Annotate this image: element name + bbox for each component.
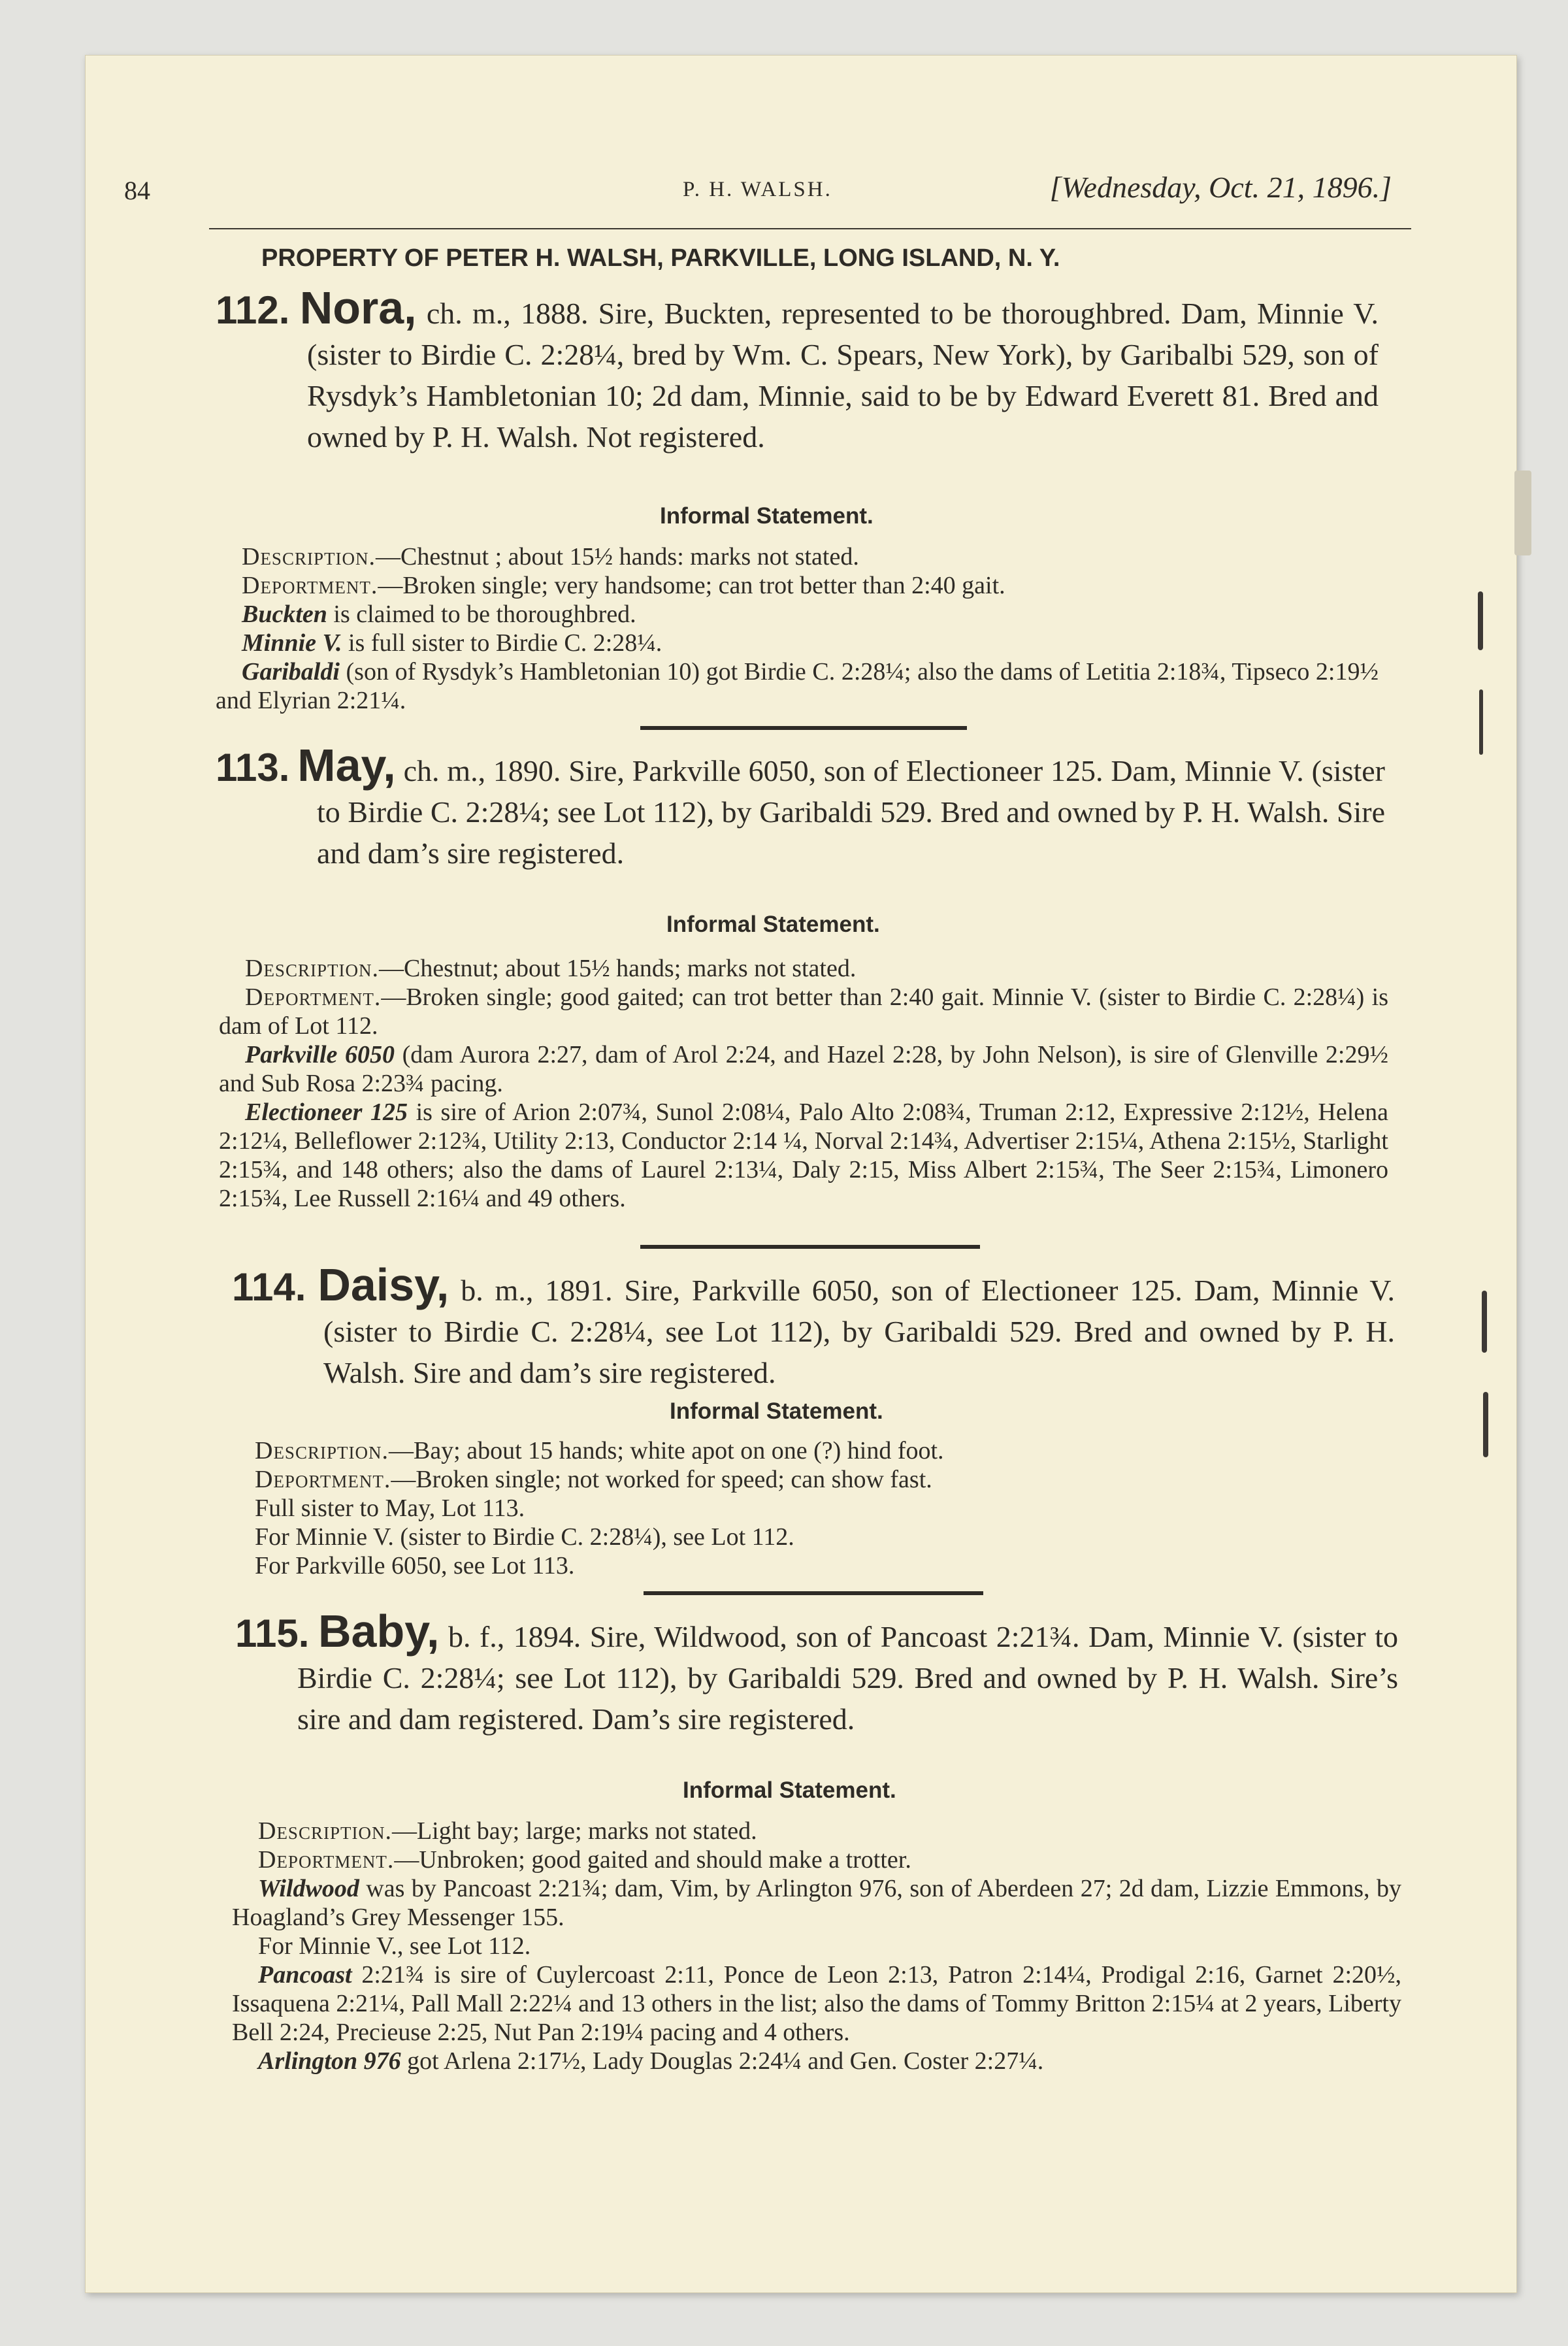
note-text: is full sister to Birdie C. 2:28¼.	[342, 629, 662, 657]
plain-note: Full sister to May, Lot 113.	[255, 1495, 525, 1522]
lot-entry	[235, 1606, 1398, 1740]
section-divider	[644, 1591, 983, 1595]
informal-heading: Informal Statement.	[683, 1777, 896, 1803]
lot-description: b. m., 1891. Sire, Parkville 6050, son of Electioneer 125. Dam, Minnie V. (sister to Birdie C. 2:28¼, see Lot 112), by Garibaldi 529. Bred and owned by P. H. Walsh. Sire and dam’s sire registered.	[323, 1274, 1396, 1389]
note-text: got Arlena 2:17½, Lady Douglas 2:24¼ and Gen. Coster 2:27¼.	[400, 2047, 1044, 2075]
property-title: PROPERTY OF PETER H. WALSH, PARKVILLE, LONG ISLAND, N. Y.	[261, 244, 1060, 272]
note-name: Parkville 6050	[245, 1041, 395, 1068]
margin-mark	[1479, 689, 1483, 755]
page-number: 84	[124, 176, 150, 205]
note-name: Garibaldi	[242, 658, 340, 686]
deportment-text: —Broken single; not worked for speed; can show fast.	[391, 1466, 932, 1493]
horse-name: Nora,	[299, 282, 417, 333]
horse-name: Baby,	[318, 1606, 440, 1657]
note-text: 2:21¾ is sire of Cuylercoast 2:11, Ponce de Leon 2:13, Patron 2:14¼, Prodigal 2:16, Garnet 2:20½, Issaquena 2:21¼, Pall Mall 2:22¼ and 13 others in the list; also the dams of Tommy Britton 2:15¼ at 2 years, Liberty Bell 2:24, Precieuse 2:25, Nut Pan 2:19¼ pacing and 4 others.	[232, 1961, 1401, 2046]
plain-note: For Minnie V. (sister to Birdie C. 2:28¼), see Lot 112.	[255, 1523, 794, 1551]
horse-name: Daisy,	[318, 1259, 449, 1310]
note-text: For Minnie V., see Lot 112.	[258, 1932, 531, 1960]
lot-entry	[216, 740, 1385, 874]
lot-entry	[232, 1259, 1396, 1393]
note-name: Electioneer 125	[245, 1099, 408, 1126]
lot-description: ch. m., 1888. Sire, Buckten, represented to be thoroughbred. Dam, Minnie V. (sister to Birdie C. 2:28¼, bred by Wm. C. Spears, New York), by Garibalbi 529, son of Rysdyk’s Hambletonian 10; 2d dam, Minnie, said to be by Edward Everett 81. Bred and owned by P. H. Walsh. Not registered.	[307, 297, 1379, 454]
description-label: Description.	[255, 1437, 389, 1464]
description-text: —Chestnut; about 15½ hands; marks not stated.	[378, 955, 857, 982]
lot-notes	[216, 542, 1379, 715]
deportment-label: Deportment.	[245, 983, 382, 1011]
deportment-label: Deportment.	[242, 572, 378, 599]
section-divider	[640, 726, 967, 730]
note-text: is sire of Arion 2:07¾, Sunol 2:08¼, Palo Alto 2:08¾, Truman 2:12, Expressive 2:12½, Helena 2:12¼, Belleflower 2:12¾, Utility 2:13, Conductor 2:14 ¼, Norval 2:14¾, Advertiser 2:15¼, Athena 2:15½, Starlight 2:15¾, and 148 others; also the dams of Laurel 2:13¼, Daly 2:15, Miss Albert 2:15¾, The Seer 2:15¾, Limonero 2:15¾, Lee Russell 2:16¼ and 49 others.	[219, 1099, 1389, 1212]
description-text: —Light bay; large; marks not stated.	[391, 1817, 757, 1845]
informal-heading: Informal Statement.	[666, 912, 880, 937]
lot-notes	[219, 954, 1388, 1213]
plain-note: For Parkville 6050, see Lot 113.	[255, 1552, 575, 1579]
note-text: (dam Aurora 2:27, dam of Arol 2:24, and Hazel 2:28, by John Nelson), is sire of Glenville 2:29½ and Sub Rosa 2:23¾ pacing.	[219, 1041, 1388, 1097]
lot-entry	[216, 282, 1379, 457]
note-name: Pancoast	[258, 1961, 352, 1989]
description-label: Description.	[242, 543, 376, 570]
page-header	[124, 170, 1392, 209]
note-name: Buckten	[242, 601, 327, 628]
running-title: P. H. WALSH.	[683, 178, 832, 201]
horse-name: May,	[297, 740, 396, 791]
lot-number: 115.	[235, 1611, 310, 1655]
description-text: —Chestnut ; about 15½ hands: marks not stated.	[375, 543, 859, 570]
margin-mark	[1483, 1392, 1488, 1457]
lot-description: ch. m., 1890. Sire, Parkville 6050, son of Electioneer 125. Dam, Minnie V. (sister to Birdie C. 2:28¼; see Lot 112), by Garibaldi 529. Bred and owned by P. H. Walsh. Sire and dam’s sire registered.	[317, 754, 1385, 870]
note-text: was by Pancoast 2:21¾; dam, Vim, by Arlington 976, son of Aberdeen 27; 2d dam, Lizzie Emmons, by Hoagland’s Grey Messenger 155.	[232, 1875, 1401, 1931]
deportment-text: —Unbroken; good gaited and should make a trotter.	[394, 1846, 911, 1874]
deportment-text: —Broken single; good gaited; can trot better than 2:40 gait. Minnie V. (sister to Birdie C. 2:28¼) is dam of Lot 112.	[219, 983, 1388, 1040]
header-rule	[209, 228, 1411, 229]
section-divider	[640, 1245, 980, 1249]
description-label: Description.	[245, 955, 379, 982]
informal-heading: Informal Statement.	[670, 1398, 883, 1424]
issue-date: [Wednesday, Oct. 21, 1896.]	[1049, 171, 1392, 204]
lot-description: b. f., 1894. Sire, Wildwood, son of Pancoast 2:21¾. Dam, Minnie V. (sister to Birdie C. 2:28¼; see Lot 112), by Garibaldi 529. Bred and owned by P. H. Walsh. Sire’s sire and dam registered. Dam’s sire registered.	[297, 1620, 1398, 1736]
informal-heading: Informal Statement.	[660, 503, 874, 529]
margin-mark	[1478, 591, 1483, 650]
description-text: —Bay; about 15 hands; white apot on one (?) hind foot.	[388, 1437, 944, 1464]
deportment-text: —Broken single; very handsome; can trot better than 2:40 gait.	[378, 572, 1005, 599]
note-name: Arlington 976	[258, 2047, 401, 2075]
description-label: Description.	[258, 1817, 392, 1845]
lot-number: 114.	[232, 1265, 306, 1309]
margin-mark	[1482, 1291, 1487, 1353]
deportment-label: Deportment.	[258, 1846, 395, 1874]
lot-notes	[255, 1436, 1365, 1580]
note-name: Wildwood	[258, 1875, 359, 1902]
lot-number: 113.	[216, 746, 290, 789]
binding-tab	[1514, 471, 1531, 555]
note-text: is claimed to be thoroughbred.	[327, 601, 636, 628]
note-name: Minnie V.	[242, 629, 342, 657]
deportment-label: Deportment.	[255, 1466, 391, 1493]
note-text: (son of Rysdyk’s Hambletonian 10) got Birdie C. 2:28¼; also the dams of Letitia 2:18¾, Tipseco 2:19½ and Elyrian 2:21¼.	[216, 658, 1379, 714]
lot-notes	[232, 1817, 1401, 2075]
lot-number: 112.	[216, 288, 290, 332]
